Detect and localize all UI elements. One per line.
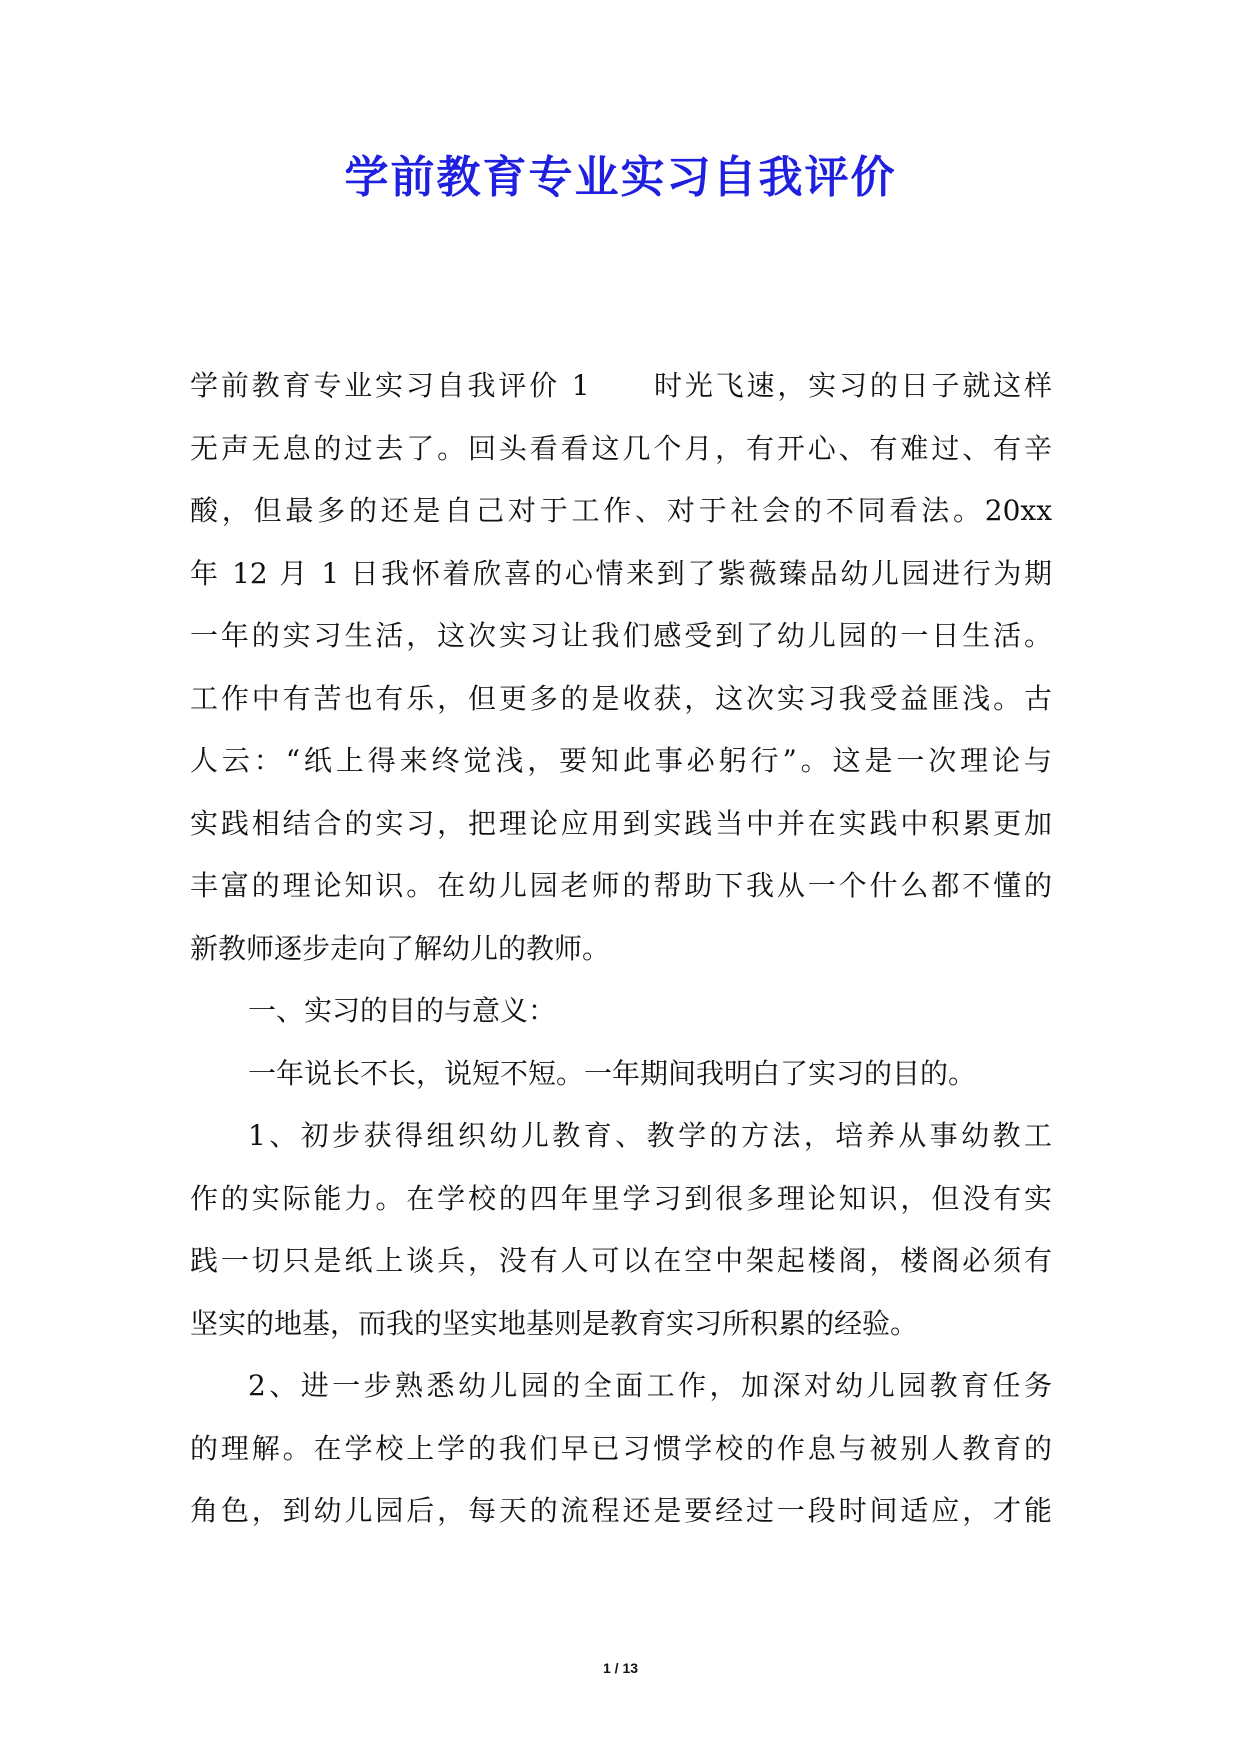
body-line: 作的实际能力。在学校的四年里学习到很多理论知识，但没有实 xyxy=(190,1181,1052,1215)
list-item-line: 1、初步获得组织幼儿教育、教学的方法，培养从事幼教工 xyxy=(248,1119,1052,1152)
section-heading: 一、实习的目的与意义： xyxy=(248,994,557,1027)
body-line: 角色，到幼儿园后，每天的流程还是要经过一段时间适应，才能 xyxy=(190,1494,1052,1527)
body-line: 工作中有苦也有乐，但更多的是收获，这次实习我受益匪浅。古 xyxy=(190,681,1052,715)
body-line: 丰富的理论知识。在幼儿园老师的帮助下我从一个什么都不懂的 xyxy=(190,869,1052,902)
body-line: 一年的实习生活，这次实习让我们感受到了幼儿园的一日生活。 xyxy=(190,619,1052,652)
body-line: 人云：“纸上得来终觉浅，要知此事必躬行”。这是一次理论与 xyxy=(190,744,1052,777)
body-line: 新教师逐步走向了解幼儿的教师。 xyxy=(190,931,611,965)
document-title: 学前教育专业实习自我评价 xyxy=(344,152,897,203)
body-line: 年 12 月 1 日我怀着欣喜的心情来到了紫薇臻品幼儿园进行为期 xyxy=(190,556,1052,590)
body-line: 的理解。在学校上学的我们早已习惯学校的作息与被别人教育的 xyxy=(190,1431,1052,1465)
body-line: 学前教育专业实习自我评价 1 时光飞速，实习的日子就这样 xyxy=(190,369,1052,402)
page-number: 1 / 13 xyxy=(602,1660,639,1676)
body-line: 践一切只是纸上谈兵，没有人可以在空中架起楼阁，楼阁必须有 xyxy=(190,1244,1052,1277)
list-item-line: 2、进一步熟悉幼儿园的全面工作，加深对幼儿园教育任务 xyxy=(248,1369,1052,1402)
body-line: 无声无息的过去了。回头看看这几个月，有开心、有难过、有辛 xyxy=(190,431,1052,465)
body-line: 一年说长不长，说短不短。一年期间我明白了实习的目的。 xyxy=(248,1056,977,1090)
document-body xyxy=(190,355,1052,1543)
body-line: 实践相结合的实习，把理论应用到实践当中并在实践中积累更加 xyxy=(190,806,1052,840)
body-line: 坚实的地基，而我的坚实地基则是教育实习所积累的经验。 xyxy=(190,1306,919,1340)
body-line: 酸，但最多的还是自己对于工作、对于社会的不同看法。20xx xyxy=(190,494,1052,527)
